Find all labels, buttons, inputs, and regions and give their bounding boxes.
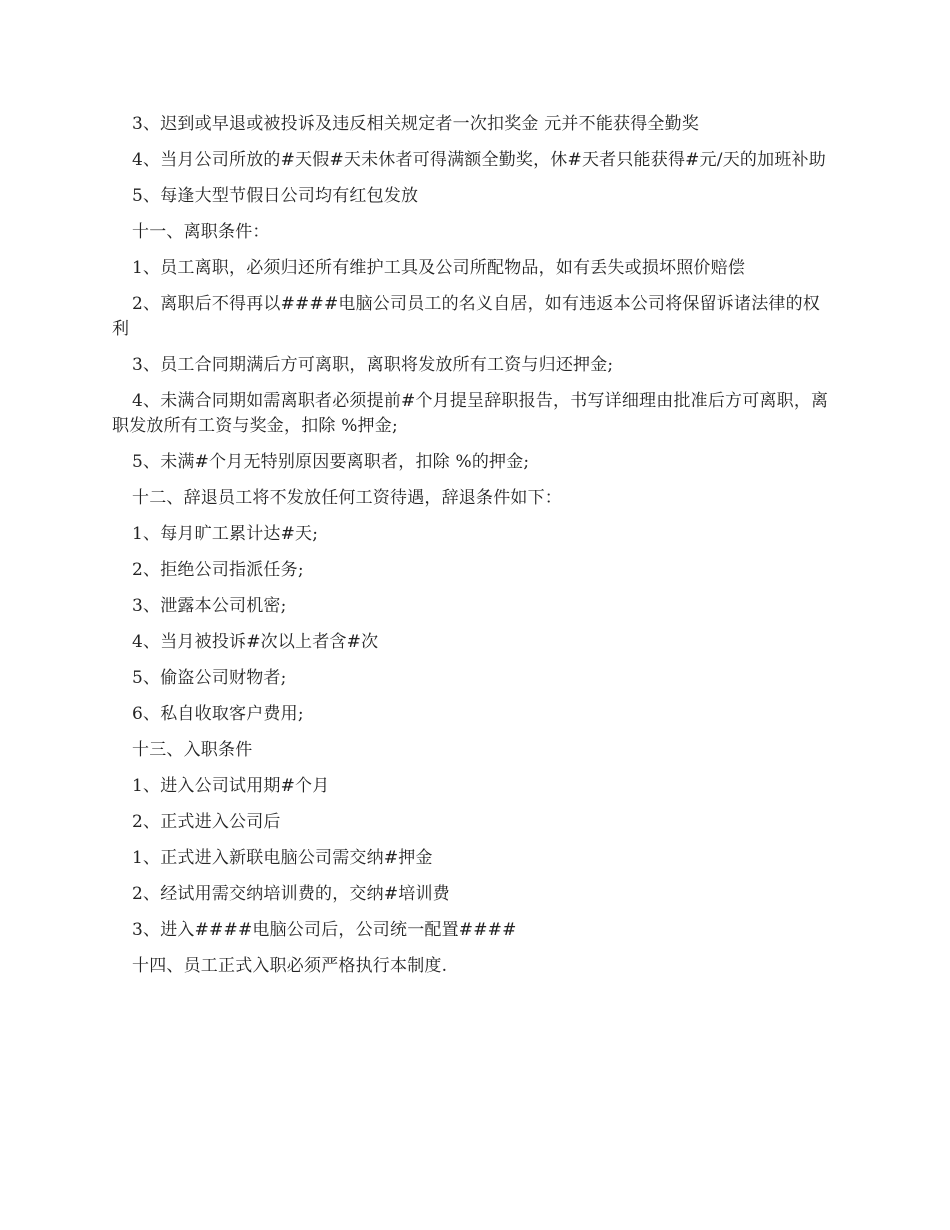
paragraph: 2、离职后不得再以####电脑公司员工的名义自居，如有违返本公司将保留诉诸法律的权利 [112,294,820,339]
paragraph: 5、偷盗公司财物者; [132,668,287,688]
paragraph: 6、私自收取客户费用; [132,704,304,724]
paragraph: 2、拒绝公司指派任务; [132,560,304,580]
section-heading: 十三、入职条件 [132,740,253,760]
section-heading: 十一、离职条件： [132,222,270,242]
paragraph: 1、正式进入新联电脑公司需交纳#押金 [132,848,433,868]
paragraph: 5、未满#个月无特别原因要离职者，扣除 %的押金; [132,452,530,472]
paragraph: 3、员工合同期满后方可离职，离职将发放所有工资与归还押金; [132,355,614,375]
paragraph: 3、进入####电脑公司后，公司统一配置#### [132,920,517,940]
paragraph: 1、进入公司试用期#个月 [132,776,330,796]
section-heading: 十二、辞退员工将不发放任何工资待遇，辞退条件如下： [132,488,562,508]
paragraph: 5、每逢大型节假日公司均有红包发放 [132,186,419,206]
paragraph: 2、经试用需交纳培训费的，交纳#培训费 [132,884,450,904]
paragraph: 3、泄露本公司机密; [132,596,287,616]
paragraph: 4、未满合同期如需离职者必须提前#个月提呈辞职报告，书写详细理由批准后方可离职，离职发放所有工资与奖金，扣除 %押金; [112,391,829,436]
paragraph: 3、迟到或早退或被投诉及违反相关规定者一次扣奖金 元并不能获得全勤奖 [132,114,700,134]
section-heading: 十四、员工正式入职必须严格执行本制度. [132,956,448,976]
paragraph: 1、员工离职，必须归还所有维护工具及公司所配物品，如有丢失或损坏照价赔偿 [132,258,746,278]
paragraph: 4、当月公司所放的#天假#天未休者可得满额全勤奖，休#天者只能获得#元/天的加班补助 [132,150,826,170]
paragraph: 1、每月旷工累计达#天; [132,524,319,544]
paragraph: 4、当月被投诉#次以上者含#次 [132,632,379,652]
paragraph: 2、正式进入公司后 [132,812,281,832]
